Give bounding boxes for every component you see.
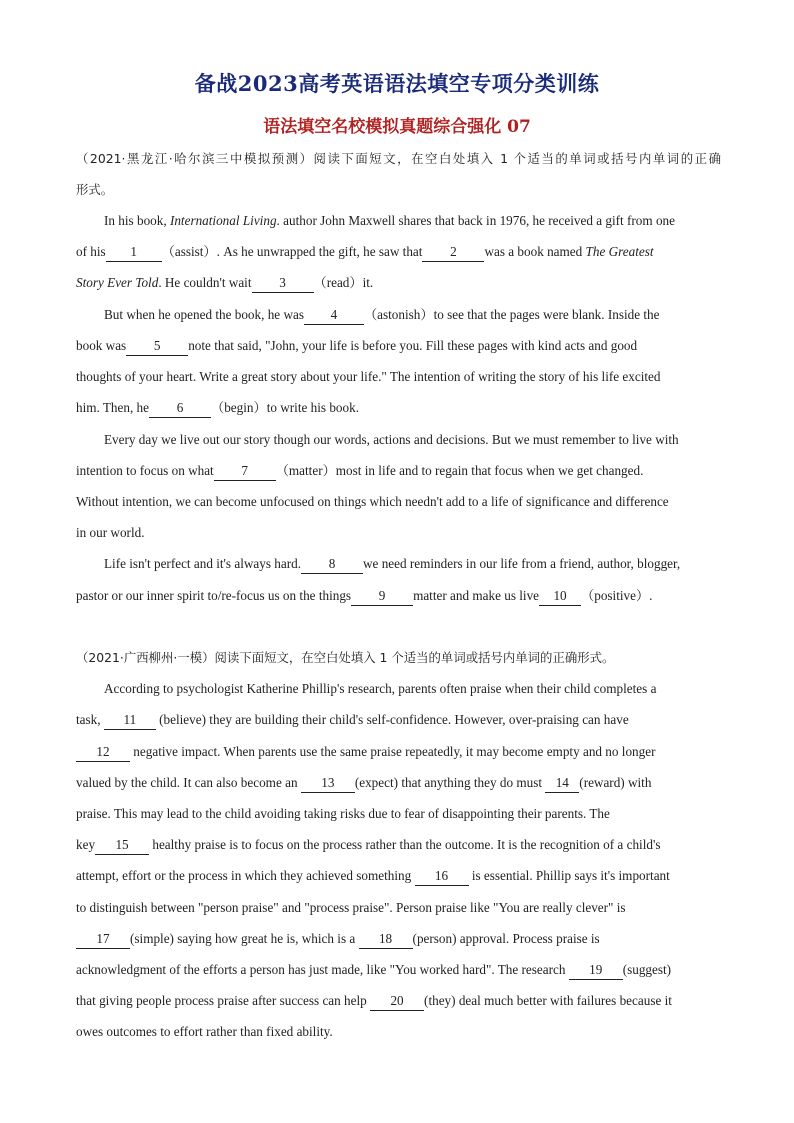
text: . He couldn't wait (158, 275, 252, 290)
blank-18[interactable]: 18 (359, 930, 413, 949)
paragraph-line (76, 959, 721, 981)
text: (they) deal much better with failures because it (424, 993, 672, 1008)
text: book was (76, 338, 127, 353)
blank-4[interactable]: 4 (304, 306, 364, 325)
book-title: Story Ever Told (76, 275, 159, 290)
text: (expect) that anything they do must (354, 775, 546, 790)
text: was a book named (484, 244, 586, 259)
text: is essential. Phillip says it's important (468, 868, 670, 883)
text: Life isn't perfect and it's always hard. (104, 556, 302, 571)
text: Every day we live out our story though our words, actions and decisions. But we must remember to live with (104, 432, 679, 447)
text: thoughts of your heart. Write a great story about your life." The intention of writing the story of his life excited (76, 369, 661, 384)
book-title: International Living (169, 213, 277, 228)
text: (suggest) (622, 962, 672, 977)
paragraph-line (76, 928, 721, 950)
paragraph-line (76, 865, 721, 887)
blank-8[interactable]: 8 (301, 555, 363, 574)
text: In his book, (104, 213, 170, 228)
paragraph-line (104, 429, 721, 451)
text: (person) approval. Process praise is (412, 931, 600, 946)
text: (believe) they are building their child's self-confidence. However, over-praising can have (155, 712, 629, 727)
paragraph-line (76, 335, 721, 357)
text: owes outcomes to effort rather than fixed ability. (76, 1024, 333, 1039)
paragraph-line (76, 397, 721, 419)
blank-11[interactable]: 11 (104, 711, 156, 730)
blank-14[interactable]: 14 (545, 774, 579, 793)
blank-19[interactable]: 19 (569, 961, 623, 980)
paragraph-line (76, 990, 721, 1012)
intro-text: （2021·黑龙江·哈尔滨三中模拟预测）阅读下面短文，在空白处填入 1 个适当的单词或括号内单词的正确 (76, 151, 721, 166)
blank-15[interactable]: 15 (95, 836, 149, 855)
text: intention to focus on what (76, 463, 214, 478)
passage1-intro (76, 148, 721, 170)
blank-3[interactable]: 3 (252, 274, 314, 293)
text: （positive）. (581, 588, 653, 603)
passage1-intro-cont (76, 179, 721, 201)
text: him. Then, he (76, 400, 150, 415)
blank-16[interactable]: 16 (415, 867, 469, 886)
page-subtitle: 语法填空名校模拟真题综合强化 07 (263, 117, 531, 137)
book-title: The Greatest (585, 244, 654, 259)
paragraph-line (76, 741, 721, 763)
blank-7[interactable]: 7 (214, 462, 276, 481)
text: (simple) saying how great he is, which is a (130, 931, 359, 946)
paragraph-line (76, 522, 721, 544)
text: that giving people process praise after success can help (76, 993, 371, 1008)
paragraph-line (76, 709, 721, 731)
paragraph-line (76, 834, 721, 856)
paragraph-line (76, 366, 721, 388)
passage2-intro (76, 647, 721, 669)
text: to distinguish between "person praise" and "process praise". Person praise like "You are really clever" is (76, 900, 626, 915)
paragraph-line (104, 678, 721, 700)
intro-text: （2021·广西柳州·一模）阅读下面短文，在空白处填入 1 个适当的单词或括号内单词的正确形式。 (76, 650, 615, 665)
paragraph-line (76, 460, 721, 482)
paragraph-line (104, 304, 721, 326)
text: （astonish）to see that the pages were blank. Inside the (363, 307, 660, 322)
text: （matter）most in life and to regain that focus when we get changed. (275, 463, 644, 478)
paragraph-line (76, 585, 721, 607)
text: pastor or our inner spirit to/re-focus us on the things (76, 588, 352, 603)
text: acknowledgment of the efforts a person has just made, like "You worked hard". The research (76, 962, 569, 977)
paragraph-line (76, 1021, 721, 1043)
text: praise. This may lead to the child avoiding taking risks due to fear of disappointing their parents. The (76, 806, 610, 821)
text: But when he opened the book, he was (104, 307, 304, 322)
text: （read）it. (313, 275, 374, 290)
paragraph-line (76, 803, 721, 825)
text: in our world. (76, 525, 145, 540)
text: healthy praise is to focus on the process rather than the outcome. It is the recognition of a child's (149, 837, 661, 852)
blank-13[interactable]: 13 (301, 774, 355, 793)
text: Without intention, we can become unfocused on things which needn't add to a life of significance and difference (76, 494, 669, 509)
paragraph-line (76, 272, 721, 294)
blank-6[interactable]: 6 (149, 399, 211, 418)
blank-20[interactable]: 20 (370, 992, 424, 1011)
paragraph-line (104, 210, 721, 232)
text: (reward) with (579, 775, 652, 790)
text: we need reminders in our life from a friend, author, blogger, (363, 556, 681, 571)
text: attempt, effort or the process in which they achieved something (76, 868, 415, 883)
text: key (76, 837, 96, 852)
blank-5[interactable]: 5 (126, 337, 188, 356)
paragraph-line (76, 772, 721, 794)
paragraph-line (104, 553, 721, 575)
paragraph-line (76, 491, 721, 513)
text: （assist）. As he unwrapped the gift, he saw that (161, 244, 423, 259)
text: of his (76, 244, 106, 259)
blank-17[interactable]: 17 (76, 930, 130, 949)
blank-12[interactable]: 12 (76, 743, 130, 762)
blank-9[interactable]: 9 (351, 587, 413, 606)
page-title: 备战2023高考英语语法填空专项分类训练 (194, 71, 600, 96)
blank-10[interactable]: 10 (539, 587, 581, 606)
text: note that said, "John, your life is before you. Fill these pages with kind acts and good (188, 338, 638, 353)
text: . author John Maxwell shares that back in 1976, he received a gift from one (276, 213, 675, 228)
blank-2[interactable]: 2 (422, 243, 484, 262)
text: （begin）to write his book. (211, 400, 359, 415)
text: task, (76, 712, 104, 727)
text: valued by the child. It can also become an (76, 775, 301, 790)
intro-text: 形式。 (76, 182, 114, 197)
paragraph-line (76, 241, 721, 263)
text: negative impact. When parents use the same praise repeatedly, it may become empty and no longer (130, 744, 656, 759)
blank-1[interactable]: 1 (106, 243, 162, 262)
text: matter and make us live (413, 588, 540, 603)
text: According to psychologist Katherine Phillip's research, parents often praise when their child completes a (104, 681, 657, 696)
paragraph-line (76, 897, 721, 919)
